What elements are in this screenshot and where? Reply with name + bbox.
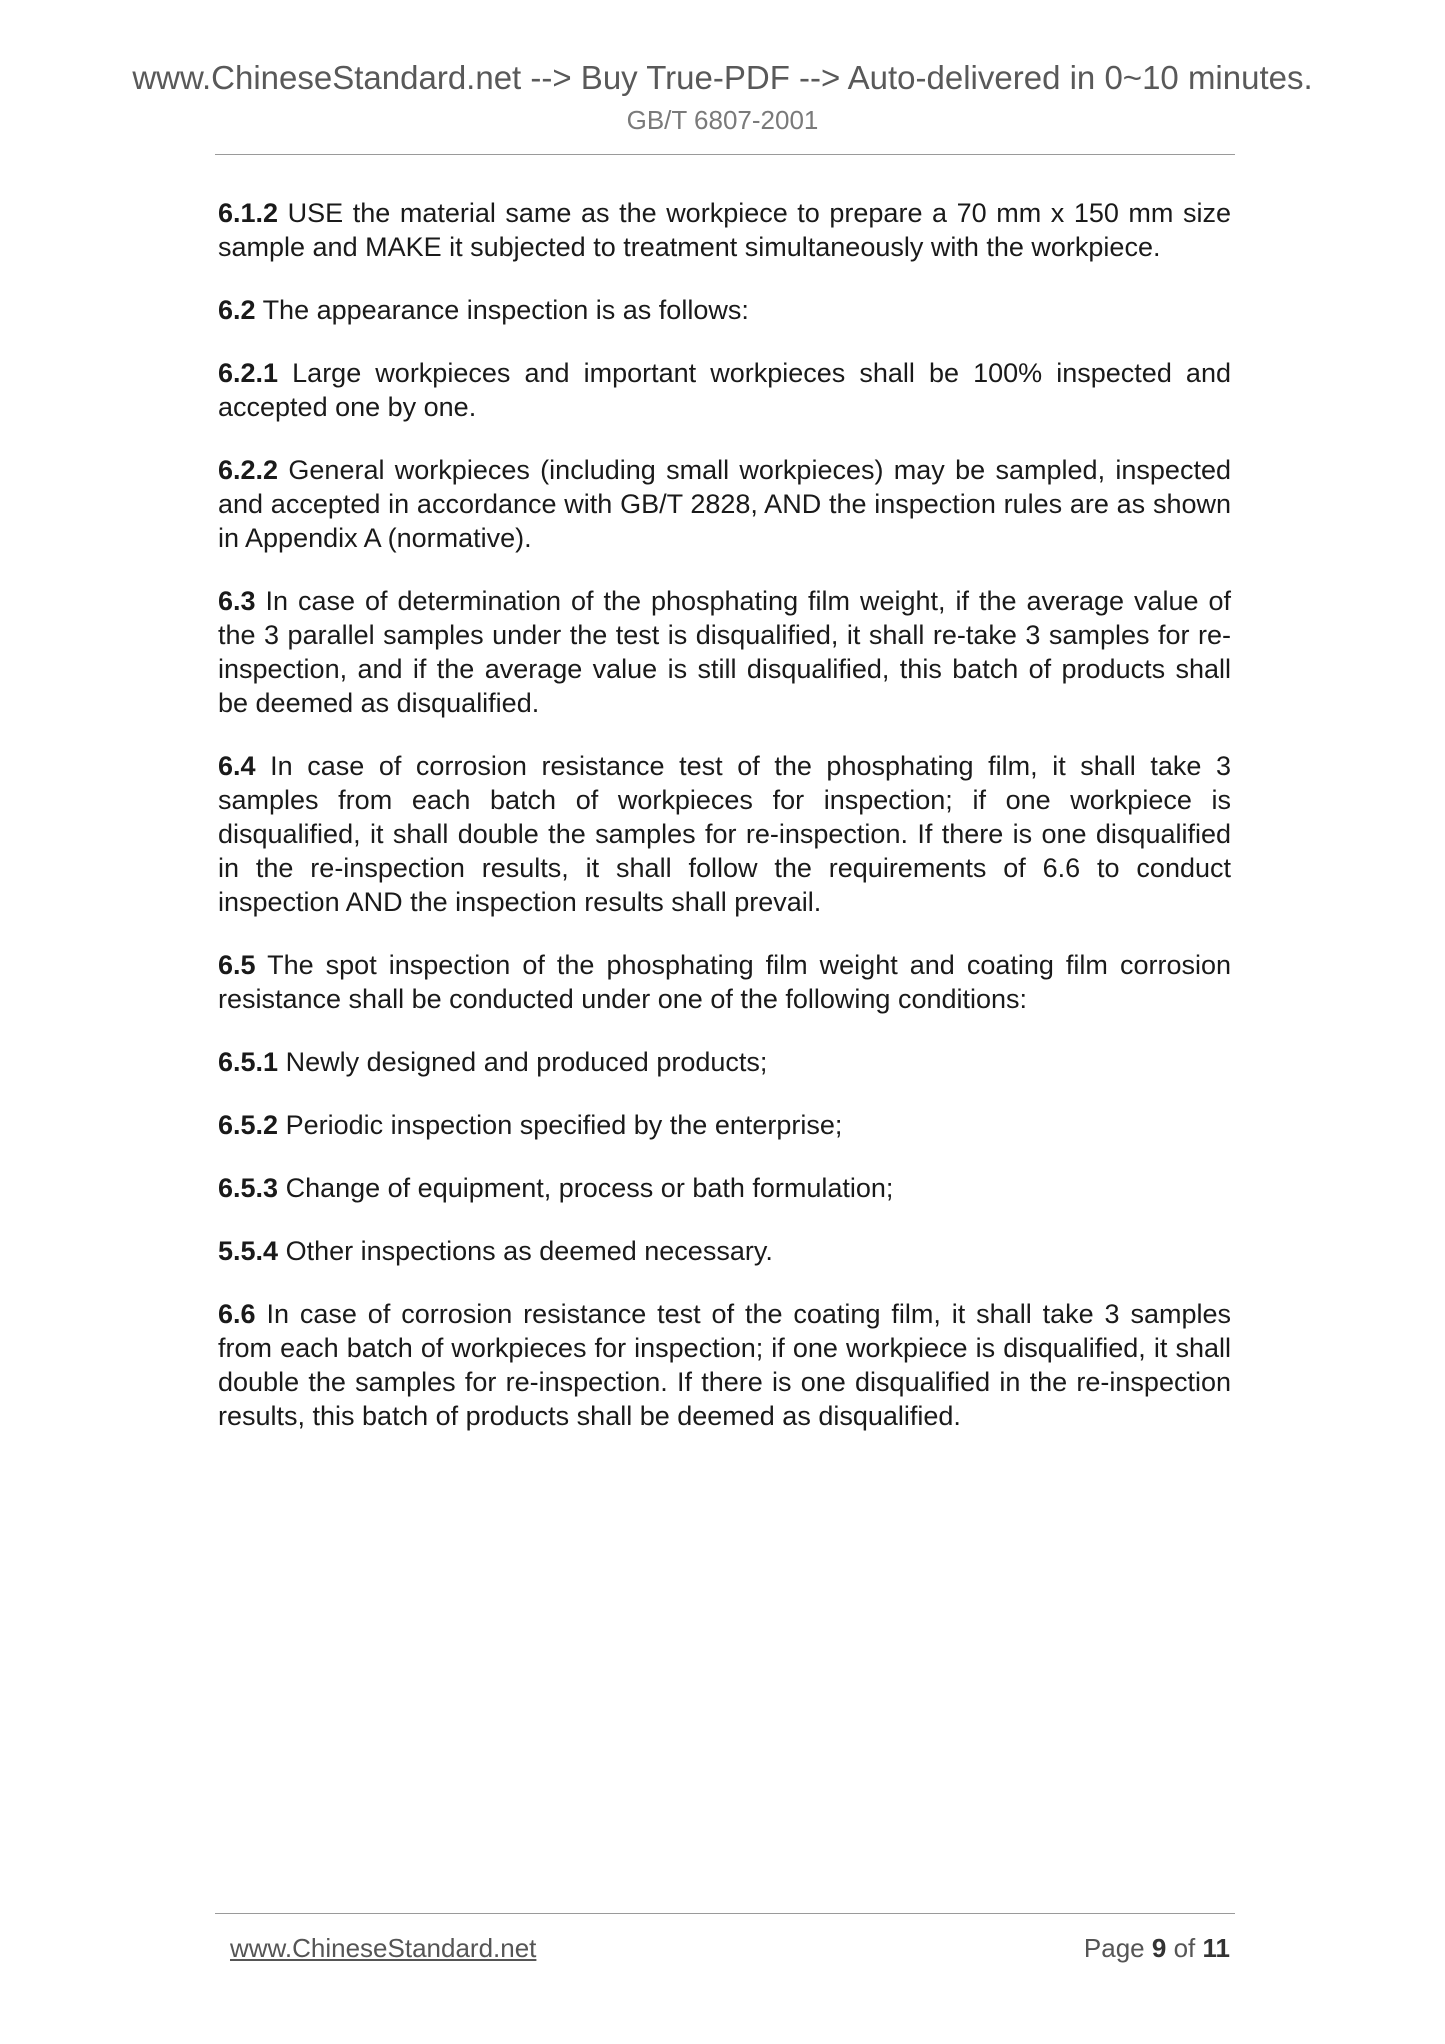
clause-number: 6.2.1 xyxy=(218,358,279,388)
page-of: of xyxy=(1173,1933,1196,1963)
clause-6-1-2 xyxy=(218,196,1231,264)
clause-text: The spot inspection of the phosphating film weight and coating film corrosion resistance shall be conducted under one of the following conditions: xyxy=(218,950,1232,1014)
clause-6-5 xyxy=(218,948,1231,1016)
clause-number: 6.1.2 xyxy=(218,198,279,228)
clause-text: Change of equipment, process or bath formulation; xyxy=(285,1173,894,1203)
clause-number: 6.6 xyxy=(218,1299,256,1329)
clause-6-5-2 xyxy=(218,1108,1231,1142)
clause-number: 5.5.4 xyxy=(218,1236,279,1266)
footer-divider xyxy=(215,1913,1235,1914)
clause-number: 6.5.1 xyxy=(218,1047,279,1077)
clause-text: In case of determination of the phosphating film weight, if the average value of the 3 parallel samples under the test is disqualified, it shall re-take 3 samples for re-inspection, and if the average value is still disqualified, this batch of products shall be deemed as disqualified. xyxy=(218,586,1231,718)
clause-6-6 xyxy=(218,1297,1231,1433)
clause-6-5-3 xyxy=(218,1171,1231,1205)
clause-number: 6.4 xyxy=(218,751,256,781)
clause-6-2-1 xyxy=(218,356,1231,424)
clause-6-3 xyxy=(218,584,1231,720)
clause-number: 6.3 xyxy=(218,586,256,616)
clause-number: 6.5.3 xyxy=(218,1173,279,1203)
clause-number: 6.5.2 xyxy=(218,1110,279,1140)
clause-6-4 xyxy=(218,749,1231,919)
footer-website-link[interactable]: www.ChineseStandard.net xyxy=(230,1933,537,1963)
clause-number: 6.2.2 xyxy=(218,455,279,485)
page-current: 9 xyxy=(1151,1933,1167,1963)
clause-6-2 xyxy=(218,293,1231,327)
header-banner: www.ChineseStandard.net --> Buy True-PDF --> Auto-delivered in 0~10 minutes. xyxy=(132,59,1313,96)
clause-text: General workpieces (including small workpieces) may be sampled, inspected and accepted in accordance with GB/T 2828, AND the inspection rules are as shown in Appendix A (normative). xyxy=(218,455,1231,553)
document-body xyxy=(218,196,1231,1462)
clause-6-2-2 xyxy=(218,453,1231,555)
clause-text: In case of corrosion resistance test of the phosphating film, it shall take 3 samples from each batch of workpieces for inspection; if one workpiece is disqualified, it shall double the samples for re-inspection. If there is one disqualified in the re-inspection results, it shall follow the requirements of 6.6 to conduct inspection AND the inspection results shall prevail. xyxy=(218,751,1231,917)
clause-5-5-4 xyxy=(218,1234,1231,1268)
clause-6-5-1 xyxy=(218,1045,1231,1079)
page-prefix: Page xyxy=(1083,1933,1145,1963)
clause-text: The appearance inspection is as follows: xyxy=(262,295,749,325)
page-total: 11 xyxy=(1202,1933,1230,1963)
page-indicator xyxy=(1084,1932,1230,1964)
clause-text: Large workpieces and important workpieces shall be 100% inspected and accepted one by one. xyxy=(218,358,1231,422)
clause-text: Periodic inspection specified by the enterprise; xyxy=(285,1110,843,1140)
clause-text: In case of corrosion resistance test of the coating film, it shall take 3 samples from each batch of workpieces for inspection; if one workpiece is disqualified, it shall double the samples for re-inspection. If there is one disqualified in the re-inspection results, this batch of products shall be deemed as disqualified. xyxy=(218,1299,1231,1431)
clause-text: Other inspections as deemed necessary. xyxy=(285,1236,773,1266)
header-divider xyxy=(215,154,1235,155)
clause-text: Newly designed and produced products; xyxy=(285,1047,768,1077)
clause-number: 6.5 xyxy=(218,950,256,980)
standard-code: GB/T 6807-2001 xyxy=(626,105,819,135)
clause-number: 6.2 xyxy=(218,295,256,325)
clause-text: USE the material same as the workpiece to prepare a 70 mm x 150 mm size sample and MAKE it subjected to treatment simultaneously with the workpiece. xyxy=(218,198,1231,262)
